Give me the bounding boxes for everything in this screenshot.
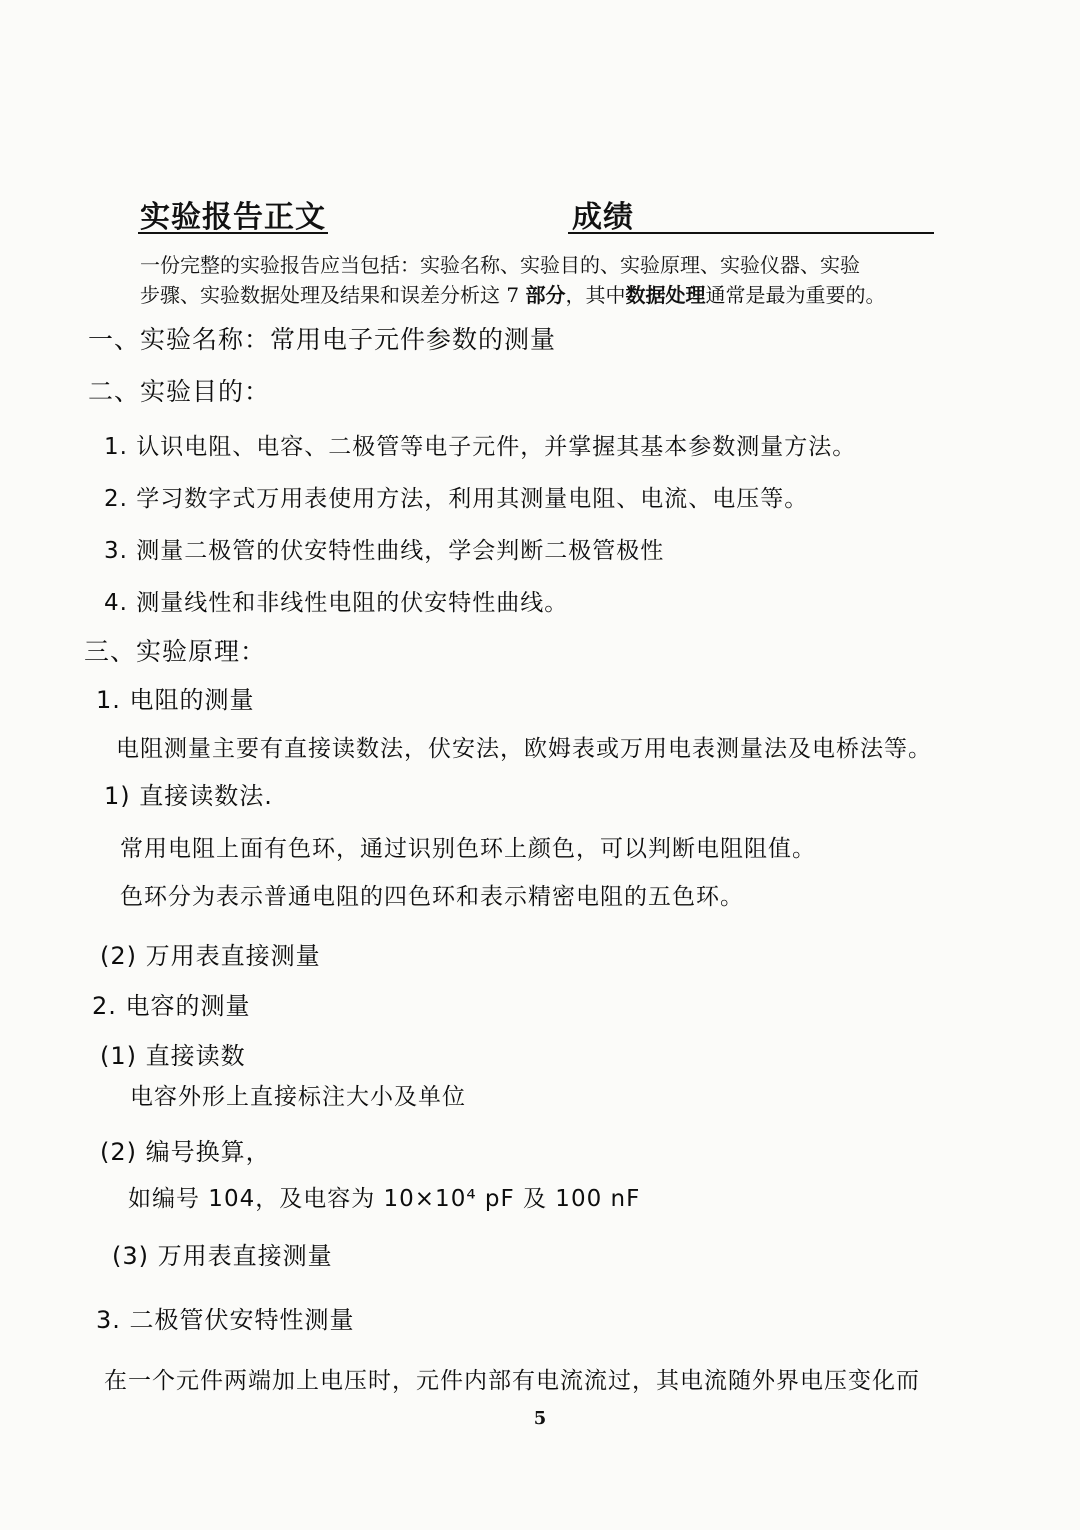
principle-diode-iv: 3. 二极管伏安特性测量 [96, 1306, 355, 1334]
purpose-item-2: 2. 学习数字式万用表使用方法，利用其测量电阻、电流、电压等。 [104, 486, 809, 512]
intro-bold-parts: 部分 [525, 283, 566, 307]
intro-line-1: 一份完整的实验报告应当包括：实验名称、实验目的、实验原理、实验仪器、实验 [140, 253, 860, 277]
capacitance-multimeter: (3) 万用表直接测量 [112, 1242, 333, 1270]
grade-label: 成绩 [572, 200, 634, 235]
capacitance-direct-read: (1) 直接读数 [100, 1042, 246, 1070]
intro-bold-data-processing: 数据处理 [625, 283, 706, 307]
principle-multimeter: (2) 万用表直接测量 [100, 942, 321, 970]
principle-capacitance: 2. 电容的测量 [92, 992, 251, 1020]
principle-direct-read: 1) 直接读数法. [104, 782, 273, 810]
purpose-item-1: 1. 认识电阻、电容、二极管等电子元件，并掌握其基本参数测量方法。 [104, 434, 857, 460]
report-title: 实验报告正文 [140, 200, 326, 235]
principle-direct-read-a: 常用电阻上面有色环，通过识别色环上颜色，可以判断电阻阻值。 [120, 836, 816, 862]
capacitance-code-conversion: (2) 编号换算， [100, 1138, 271, 1166]
principle-resistance: 1. 电阻的测量 [96, 686, 255, 714]
diode-iv-text: 在一个元件两端加上电压时，元件内部有电流流过，其电流随外界电压变化而 [104, 1368, 920, 1394]
section-principle: 三、实验原理： [84, 637, 267, 666]
title-underline [138, 232, 328, 234]
section-purpose: 二、实验目的： [88, 377, 271, 406]
principle-resistance-text: 电阻测量主要有直接读数法，伏安法，欧姆表或万用电表测量法及电桥法等。 [116, 736, 932, 762]
intro-line-2 [140, 280, 940, 310]
intro-text: 步骤、实验数据处理及结果和误差分析这 7 [140, 283, 526, 307]
section-experiment-name: 一、实验名称：常用电子元件参数的测量 [88, 325, 557, 354]
purpose-item-3: 3. 测量二极管的伏安特性曲线，学会判断二极管极性 [104, 538, 665, 564]
principle-direct-read-b: 色环分为表示普通电阻的四色环和表示精密电阻的五色环。 [120, 884, 744, 910]
intro-text: ，其中 [565, 283, 626, 307]
page-number: 5 [533, 1408, 547, 1429]
grade-underline [568, 232, 934, 234]
purpose-item-4: 4. 测量线性和非线性电阻的伏安特性曲线。 [104, 590, 569, 616]
capacitance-code-example: 如编号 104，及电容为 10×10⁴ pF 及 100 nF [128, 1186, 641, 1212]
capacitance-direct-read-text: 电容外形上直接标注大小及单位 [130, 1084, 466, 1110]
intro-text: 通常是最为重要的。 [705, 283, 886, 307]
